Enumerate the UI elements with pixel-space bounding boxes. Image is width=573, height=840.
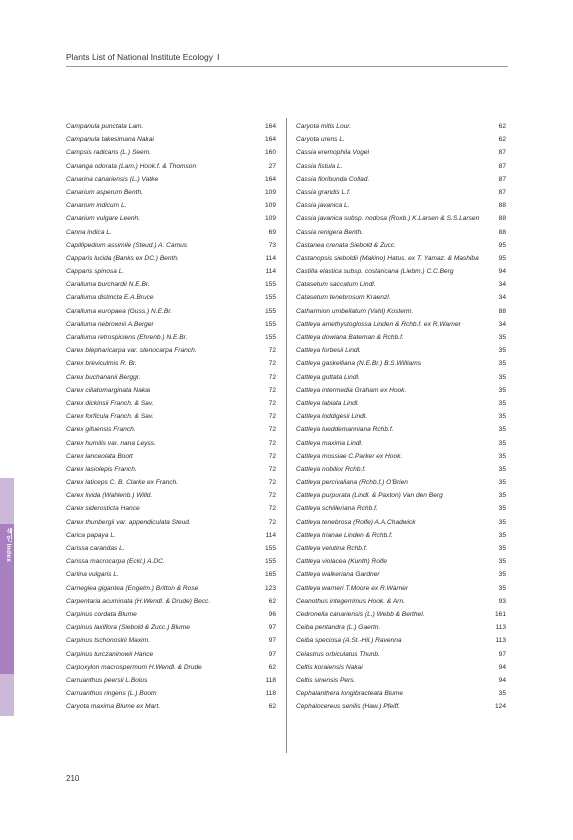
species-name: Caryota maxima Blume ex Mart.	[66, 703, 161, 711]
species-name: Castanopsis sieboldii (Makino) Hatus. ex T. Yamaz. & Mashiba	[296, 254, 479, 262]
species-name: Canarium asperum Benth.	[66, 188, 143, 196]
page-reference: 123	[264, 584, 276, 592]
species-name: Cattleya tenebrosa (Rolfe) A.A.Chadwick	[296, 518, 416, 526]
side-tab-label: 색인 Index	[5, 528, 12, 563]
index-entry	[296, 212, 506, 225]
species-name: Cassia javanica L.	[296, 202, 350, 210]
index-entry	[66, 146, 276, 159]
page-reference: 62	[498, 136, 506, 144]
species-name: Cassia javanica subsp. nodosa (Roxb.) K.Larsen & S.S.Larsen	[296, 215, 480, 223]
species-name: Cephalocereus senilis (Haw.) Pfeiff.	[296, 703, 401, 711]
index-entry	[296, 186, 506, 199]
page-reference: 69	[268, 228, 276, 236]
species-name: Carex breviculmis R. Br.	[66, 360, 137, 368]
species-name: Catasetum saccatum Lindl.	[296, 281, 376, 289]
page-reference: 62	[498, 123, 506, 130]
index-entry	[296, 318, 506, 331]
page-reference: 62	[268, 703, 276, 711]
index-entry	[66, 489, 276, 502]
species-name: Caralluma nebrownii A.Berger	[66, 320, 154, 328]
species-name: Cattleya lueddemanniana Rchb.f.	[296, 426, 394, 434]
index-entry	[66, 173, 276, 186]
index-entry	[296, 661, 506, 674]
index-entry	[66, 423, 276, 436]
species-name: Cattleya schilleriana Rchb.f.	[296, 505, 378, 513]
species-name: Ceiba speciosa (A.St.-Hil.) Ravenna	[296, 637, 402, 645]
page-reference: 35	[498, 426, 506, 434]
index-entry	[296, 199, 506, 212]
page-reference: 118	[265, 690, 276, 698]
page-reference: 72	[268, 360, 276, 368]
page-reference: 72	[268, 505, 276, 513]
species-name: Carlina vulgaris L.	[66, 571, 119, 579]
page-reference: 88	[498, 202, 506, 210]
index-entry	[296, 516, 506, 529]
page-reference: 35	[498, 518, 506, 526]
page-reference: 109	[264, 188, 276, 196]
index-entry	[296, 278, 506, 291]
index-entry	[296, 529, 506, 542]
page-reference: 35	[498, 334, 506, 341]
index-entry	[296, 582, 506, 595]
species-name: Capparis spinosa L.	[66, 268, 125, 276]
index-entry	[296, 621, 506, 634]
index-entry	[66, 648, 276, 661]
species-name: Cattleya gaskelliana (N.E.Br.) B.S.Williams	[296, 360, 422, 368]
page-reference: 164	[264, 123, 276, 130]
index-entry	[66, 502, 276, 515]
species-name: Carex ciliatomarginata Nakai	[66, 386, 151, 394]
page-reference: 72	[268, 347, 276, 355]
species-name: Cattleya violacea (Kunth) Rolfe	[296, 558, 387, 566]
page-reference: 35	[498, 558, 506, 566]
species-name: Carex lanceolata Boott	[66, 452, 133, 460]
page-reference: 35	[498, 584, 506, 592]
page-reference: 62	[268, 597, 276, 605]
index-entry	[296, 146, 506, 159]
index-entry	[296, 239, 506, 252]
species-name: Carissa macrocarpa (Eckl.) A.DC.	[66, 558, 165, 566]
index-entry	[66, 529, 276, 542]
species-name: Capillipedium assimile (Steud.) A. Camus	[66, 241, 188, 249]
page-reference: 94	[498, 663, 506, 671]
species-name: Catharmion umbellatum (Vahl) Kosterm.	[296, 307, 414, 315]
index-entry	[66, 239, 276, 252]
species-name: Cattleya nobilior Rchb.f.	[296, 465, 367, 473]
header-volume: Ⅰ	[216, 52, 220, 62]
index-entry	[66, 265, 276, 278]
species-name: Celastrus orbiculatus Thunb.	[296, 650, 380, 658]
species-name: Cephalanthera longibracteata Blume	[296, 690, 404, 698]
index-entry	[296, 291, 506, 304]
page-reference: 155	[264, 334, 276, 341]
species-name: Caralluma distincta E.A.Bruce	[66, 294, 154, 302]
page-reference: 87	[498, 188, 506, 196]
species-name: Carex dickinsii Franch. & Sav.	[66, 399, 154, 407]
page-reference: 73	[268, 241, 276, 249]
species-name: Cattleya walkeriana Gardner	[296, 571, 380, 579]
index-entry	[296, 397, 506, 410]
page-reference: 72	[268, 373, 276, 381]
page-reference: 72	[268, 492, 276, 500]
index-entry	[66, 582, 276, 595]
page-reference: 35	[498, 347, 506, 355]
species-name: Cattleya purpurata (Lindl. & Paxton) Van den Berg	[296, 492, 443, 500]
index-entry	[296, 502, 506, 515]
species-name: Carex gifuensis Franch.	[66, 426, 136, 434]
page-reference: 114	[265, 531, 276, 539]
species-name: Cattleya velutina Rchb.f.	[296, 545, 368, 552]
species-name: Carpentaria acuminata (H.Wendl. & Drude) Becc.	[66, 597, 211, 605]
page-reference: 72	[268, 465, 276, 473]
index-entry	[296, 463, 506, 476]
index-entry	[66, 186, 276, 199]
index-entry	[296, 344, 506, 357]
index-entry	[296, 700, 506, 713]
page-reference: 72	[268, 518, 276, 526]
page-reference: 124	[494, 703, 506, 711]
species-name: Cedronella canariensis (L.) Webb & Berthel.	[296, 610, 425, 618]
page-number: 210	[66, 774, 80, 783]
species-name: Caralluma burchardii N.E.Br.	[66, 281, 150, 289]
page-reference: 161	[494, 610, 506, 618]
page-reference: 72	[268, 386, 276, 394]
species-name: Carnegiea gigantea (Engelm.) Britton & Rose	[66, 584, 199, 592]
species-name: Cattleya dowiana Bateman & Rchb.f.	[296, 334, 404, 341]
species-name: Caralluma europaea (Guss.) N.E.Br.	[66, 307, 173, 315]
index-entry	[296, 476, 506, 489]
index-entry	[66, 278, 276, 291]
page-reference: 35	[498, 545, 506, 552]
index-entry	[296, 542, 506, 555]
species-name: Carex blepharicarpa var. stenocarpa Franch.	[66, 347, 197, 355]
index-entry	[66, 516, 276, 529]
species-name: Cattleya amethystoglossa Linden & Rchb.f. ex R.Warner	[296, 320, 461, 328]
page-reference: 88	[498, 307, 506, 315]
index-entry	[66, 212, 276, 225]
page-reference: 35	[498, 492, 506, 500]
page-reference: 72	[268, 479, 276, 487]
index-entry	[296, 120, 506, 133]
page-reference: 27	[268, 162, 276, 170]
page-reference: 72	[268, 426, 276, 434]
page-reference: 96	[268, 610, 276, 618]
page-reference: 35	[498, 505, 506, 513]
species-name: Carex humilis var. nana Leyss.	[66, 439, 156, 447]
index-entry	[296, 489, 506, 502]
page-reference: 72	[268, 452, 276, 460]
species-name: Catasetum tenebrosum Kraenzl.	[296, 294, 391, 302]
species-name: Cattleya guttata Lindl.	[296, 373, 360, 381]
page-reference: 114	[265, 268, 276, 276]
index-entry	[66, 384, 276, 397]
page-reference: 155	[264, 307, 276, 315]
page-reference: 35	[498, 399, 506, 407]
index-entry	[296, 265, 506, 278]
species-name: Cattleya maxima Lindl.	[296, 439, 363, 447]
index-entry	[296, 555, 506, 568]
species-name: Cassia fistula L.	[296, 162, 343, 170]
index-entry	[296, 173, 506, 186]
page-reference: 165	[264, 571, 276, 579]
species-name: Ceanothus integerrimus Hook. & Arn.	[296, 597, 405, 605]
index-entry	[296, 595, 506, 608]
species-name: Carex lasiolepis Franch.	[66, 465, 137, 473]
species-name: Carex laticeps C. B. Clarke ex Franch.	[66, 479, 179, 487]
index-entry	[66, 252, 276, 265]
species-name: Cattleya warneri T.Moore ex R.Warner	[296, 584, 409, 592]
index-entry	[296, 357, 506, 370]
page-reference: 113	[495, 637, 506, 645]
species-name: Campsis radicans (L.) Seem.	[66, 149, 152, 157]
index-entry	[66, 542, 276, 555]
species-name: Carpinus tschonoskii Maxim.	[66, 637, 150, 645]
page-reference: 87	[498, 162, 506, 170]
species-name: Castanea crenata Siebold & Zucc.	[296, 241, 397, 249]
index-entry	[296, 226, 506, 239]
index-entry	[296, 252, 506, 265]
index-entry	[66, 291, 276, 304]
header-title: Plants List of National Institute Ecology	[66, 52, 213, 62]
species-name: Cattleya mossiae C.Parker ex Hook.	[296, 452, 403, 460]
page-reference: 97	[268, 637, 276, 645]
species-name: Canarium indicum L.	[66, 202, 127, 210]
species-name: Cattleya loddigesii Lindl.	[296, 413, 368, 421]
page-reference: 35	[498, 373, 506, 381]
index-entry	[66, 331, 276, 344]
index-entry	[296, 648, 506, 661]
index-column-right	[296, 120, 506, 713]
index-entry	[66, 608, 276, 621]
species-name: Caryota urens L.	[296, 136, 345, 144]
index-entry	[66, 305, 276, 318]
index-entry	[296, 133, 506, 146]
index-entry	[66, 357, 276, 370]
index-entry	[66, 450, 276, 463]
species-name: Cassia eremophila Vogel	[296, 149, 370, 157]
index-entry	[66, 318, 276, 331]
page-reference: 34	[498, 281, 506, 289]
species-name: Cassia grandis L.f.	[296, 188, 351, 196]
species-name: Carex siderosticta Hance	[66, 505, 140, 513]
species-name: Carruanthus peersii L.Bolus	[66, 676, 148, 684]
page-reference: 109	[264, 215, 276, 223]
index-entry	[296, 437, 506, 450]
species-name: Cassia renigera Benth.	[296, 228, 364, 236]
index-entry	[66, 410, 276, 423]
index-entry	[66, 371, 276, 384]
page-reference: 34	[498, 294, 506, 302]
index-entry	[66, 476, 276, 489]
page-reference: 95	[498, 241, 506, 249]
page-reference: 155	[264, 320, 276, 328]
index-entry	[296, 634, 506, 647]
species-name: Celtis koraiensis Nakai	[296, 663, 363, 671]
species-name: Carpinus cordata Blume	[66, 610, 137, 618]
species-name: Carex forficula Franch. & Sav.	[66, 413, 154, 421]
page-reference: 35	[498, 360, 506, 368]
index-entry	[296, 371, 506, 384]
index-entry	[296, 384, 506, 397]
index-entry	[296, 568, 506, 581]
species-name: Capparis lucida (Banks ex DC.) Benth.	[66, 254, 179, 262]
species-name: Cattleya percivaliana (Rchb.f.) O'Brien	[296, 479, 408, 487]
page-reference: 72	[268, 399, 276, 407]
index-entry	[66, 687, 276, 700]
index-entry	[296, 674, 506, 687]
page-reference: 87	[498, 149, 506, 157]
index-entry	[66, 634, 276, 647]
species-name: Caryota mitis Lour.	[296, 123, 352, 130]
index-entry	[66, 463, 276, 476]
page-reference: 87	[498, 175, 506, 183]
species-name: Cattleya intermedia Graham ex Hook.	[296, 386, 407, 394]
page-reference: 34	[498, 320, 506, 328]
page-reference: 94	[498, 676, 506, 684]
species-name: Carpinus laxiflora (Siebold & Zucc.) Blume	[66, 624, 190, 632]
index-entry	[66, 661, 276, 674]
page-reference: 164	[264, 136, 276, 144]
column-divider	[286, 118, 287, 753]
page-reference: 35	[498, 413, 506, 421]
species-name: Cattleya forbesii Lindl.	[296, 347, 361, 355]
running-header	[66, 52, 219, 63]
page-reference: 72	[268, 413, 276, 421]
page-reference: 97	[268, 624, 276, 632]
page-reference: 113	[495, 624, 506, 632]
page-reference: 35	[498, 465, 506, 473]
page-reference: 35	[498, 531, 506, 539]
index-entry	[66, 397, 276, 410]
species-name: Carex livida (Wahlenb.) Willd.	[66, 492, 153, 500]
page-reference: 35	[498, 386, 506, 394]
species-name: Carex buchananii Berggr.	[66, 373, 141, 381]
species-name: Canna indica L.	[66, 228, 112, 236]
index-entry	[66, 120, 276, 133]
page-reference: 155	[264, 294, 276, 302]
page-reference: 35	[498, 439, 506, 447]
index-entry	[66, 226, 276, 239]
page-reference: 155	[264, 281, 276, 289]
page-reference: 93	[498, 597, 506, 605]
page-reference: 155	[264, 558, 276, 566]
page-reference: 164	[264, 175, 276, 183]
page-reference: 114	[265, 254, 276, 262]
page-reference: 97	[498, 650, 506, 658]
index-entry	[66, 568, 276, 581]
species-name: Carex thunbergii var. appendiculata Steud.	[66, 518, 191, 526]
species-name: Cattleya trianae Linden & Rchb.f.	[296, 531, 393, 539]
index-entry	[296, 410, 506, 423]
index-entry	[296, 450, 506, 463]
index-entry	[296, 160, 506, 173]
index-entry	[66, 595, 276, 608]
species-name: Canarium vulgare Leenh.	[66, 215, 141, 223]
index-column-left	[66, 120, 276, 713]
species-name: Canarina canariensis (L.) Vatke	[66, 175, 159, 183]
page-reference: 95	[498, 254, 506, 262]
page-reference: 97	[268, 650, 276, 658]
species-name: Celtis sinensis Pers.	[296, 676, 356, 684]
page-reference: 72	[268, 439, 276, 447]
page-reference: 118	[265, 676, 276, 684]
page-reference: 88	[498, 228, 506, 236]
species-name: Cattleya labiata Lindl.	[296, 399, 360, 407]
index-entry	[66, 344, 276, 357]
index-entry	[66, 555, 276, 568]
page-reference: 155	[264, 545, 276, 552]
index-entry	[66, 700, 276, 713]
page-reference: 35	[498, 690, 506, 698]
species-name: Ceiba pentandra (L.) Gaertn.	[296, 624, 381, 632]
index-entry	[296, 331, 506, 344]
species-name: Carruanthus ringens (L.) Boom	[66, 690, 157, 698]
page-reference: 35	[498, 452, 506, 460]
index-entry	[296, 305, 506, 318]
page-reference: 94	[498, 268, 506, 276]
index-entry	[66, 674, 276, 687]
header-rule	[66, 66, 508, 67]
index-entry	[296, 687, 506, 700]
index-entry	[296, 423, 506, 436]
species-name: Castilla elastica subsp. costaricana (Liebm.) C.C.Berg	[296, 268, 454, 276]
page-reference: 35	[498, 571, 506, 579]
species-name: Cananga odorata (Lam.) Hook.f. & Thomson	[66, 162, 197, 170]
index-entry	[296, 608, 506, 621]
page-reference: 62	[268, 663, 276, 671]
species-name: Carpinus turczaninowii Hance	[66, 650, 154, 658]
species-name: Carissa carandas L.	[66, 545, 125, 552]
index-entry	[66, 133, 276, 146]
index-entry	[66, 437, 276, 450]
index-entry	[66, 160, 276, 173]
index-entry	[66, 621, 276, 634]
species-name: Campanula takesimana Nakai	[66, 136, 154, 144]
page-reference: 88	[498, 215, 506, 223]
page-reference: 109	[264, 202, 276, 210]
species-name: Cassia floribunda Collad.	[296, 175, 370, 183]
species-name: Carpoxylon macrospermum H.Wendl. & Drude	[66, 663, 202, 671]
page-reference: 160	[264, 149, 276, 157]
index-entry	[66, 199, 276, 212]
species-name: Campanula punctata Lam.	[66, 123, 144, 130]
species-name: Caralluma retrospiciens (Ehrenb.) N.E.Br.	[66, 334, 188, 341]
page-reference: 35	[498, 479, 506, 487]
species-name: Carica papaya L.	[66, 531, 116, 539]
